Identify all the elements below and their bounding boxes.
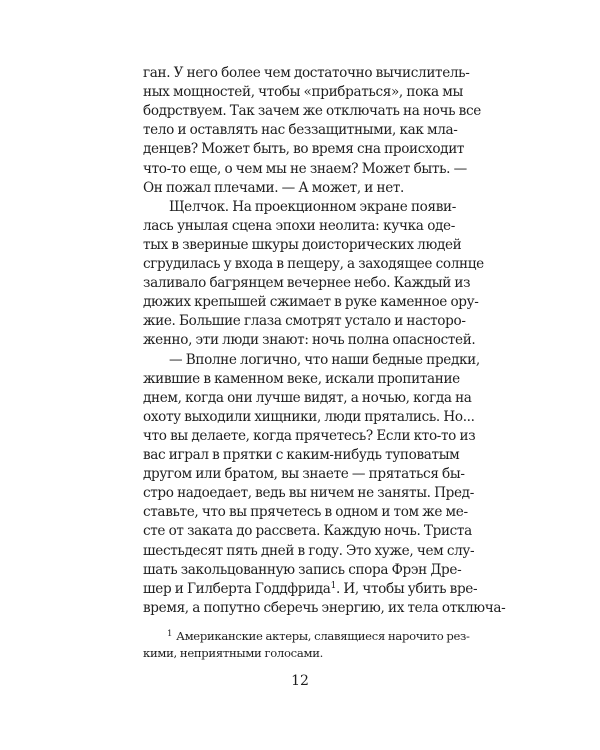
text-line xyxy=(143,580,478,599)
text-line: жившие в каменном веке, искали пропитание xyxy=(143,371,460,387)
footnote-number: 1 xyxy=(167,629,173,639)
text-line: другом или братом, вы знаете — прятаться бы- xyxy=(143,466,465,482)
footnote-text: Американские актеры, славящиеся нарочито рез- xyxy=(176,629,470,643)
footnote-line: кими, неприятными голосами. xyxy=(143,646,324,660)
text-line: ных мощностей, чтобы «прибраться», пока мы xyxy=(143,84,463,100)
text-line: лась унылая сцена эпохи неолита: кучка оде- xyxy=(143,218,455,234)
text-line: время, а попутно сберечь энергию, их тела отключа- xyxy=(143,600,506,616)
text-line: денцев? Может быть, во время сна происходит xyxy=(143,141,465,157)
text-line: шестьдесят пять дней в году. Это хуже, чем слу- xyxy=(143,543,475,559)
text-line: охоту выходили хищники, люди прятались. Но... xyxy=(143,409,475,425)
text-line: ган. У него более чем достаточно вычислитель- xyxy=(143,65,470,81)
text-line: ставьте, что вы прячетесь в одном и том же ме- xyxy=(143,504,468,520)
text-line: тых в звериные шкуры доисторических людей xyxy=(143,237,462,253)
text-line: сгрудилась у входа в пещеру, а заходящее солнце xyxy=(143,256,484,272)
text-line: вас играл в прятки с каким-нибудь туповатым xyxy=(143,447,460,463)
footnote-line xyxy=(167,628,470,645)
text-run: шер и Гилберта Годдфрида xyxy=(143,581,331,597)
text-line: шать закольцованную запись спора Фрэн Дре- xyxy=(143,562,462,578)
text-line: что-то еще, о чем мы не знаем? Может быть. — xyxy=(143,161,467,177)
footnote-reference: 1 xyxy=(330,581,336,591)
text-line: что вы делаете, когда прячетесь? Если кто-то из xyxy=(143,428,476,444)
text-line: — Вполне логично, что наши бедные предки, xyxy=(169,352,480,368)
text-line: тело и оставлять нас беззащитными, как мла- xyxy=(143,122,458,138)
text-line: Щелчок. На проекционном экране появи- xyxy=(169,199,456,215)
text-line: жие. Большие глаза смотрят устало и насторо- xyxy=(143,313,466,329)
text-line: Он пожал плечами. — А может, и нет. xyxy=(143,180,405,196)
text-line: женно, эти люди знают: ночь полна опасностей. xyxy=(143,332,476,348)
text-line: сте от заката до рассвета. Каждую ночь. Триста xyxy=(143,523,472,539)
text-run: . И, чтобы убить вре- xyxy=(335,581,478,597)
text-line: дюжих крепышей сжимает в руке каменное ору- xyxy=(143,294,479,310)
text-line: заливало багрянцем вечернее небо. Каждый из xyxy=(143,275,471,291)
page-number: 12 xyxy=(291,673,309,689)
text-line: стро надоедает, ведь вы ничем не заняты. Пред- xyxy=(143,485,474,501)
text-line: бодрствуем. Так зачем же отключать на ночь все xyxy=(143,103,481,119)
text-line: днем, когда они лучше видят, а ночью, когда на xyxy=(143,390,472,406)
